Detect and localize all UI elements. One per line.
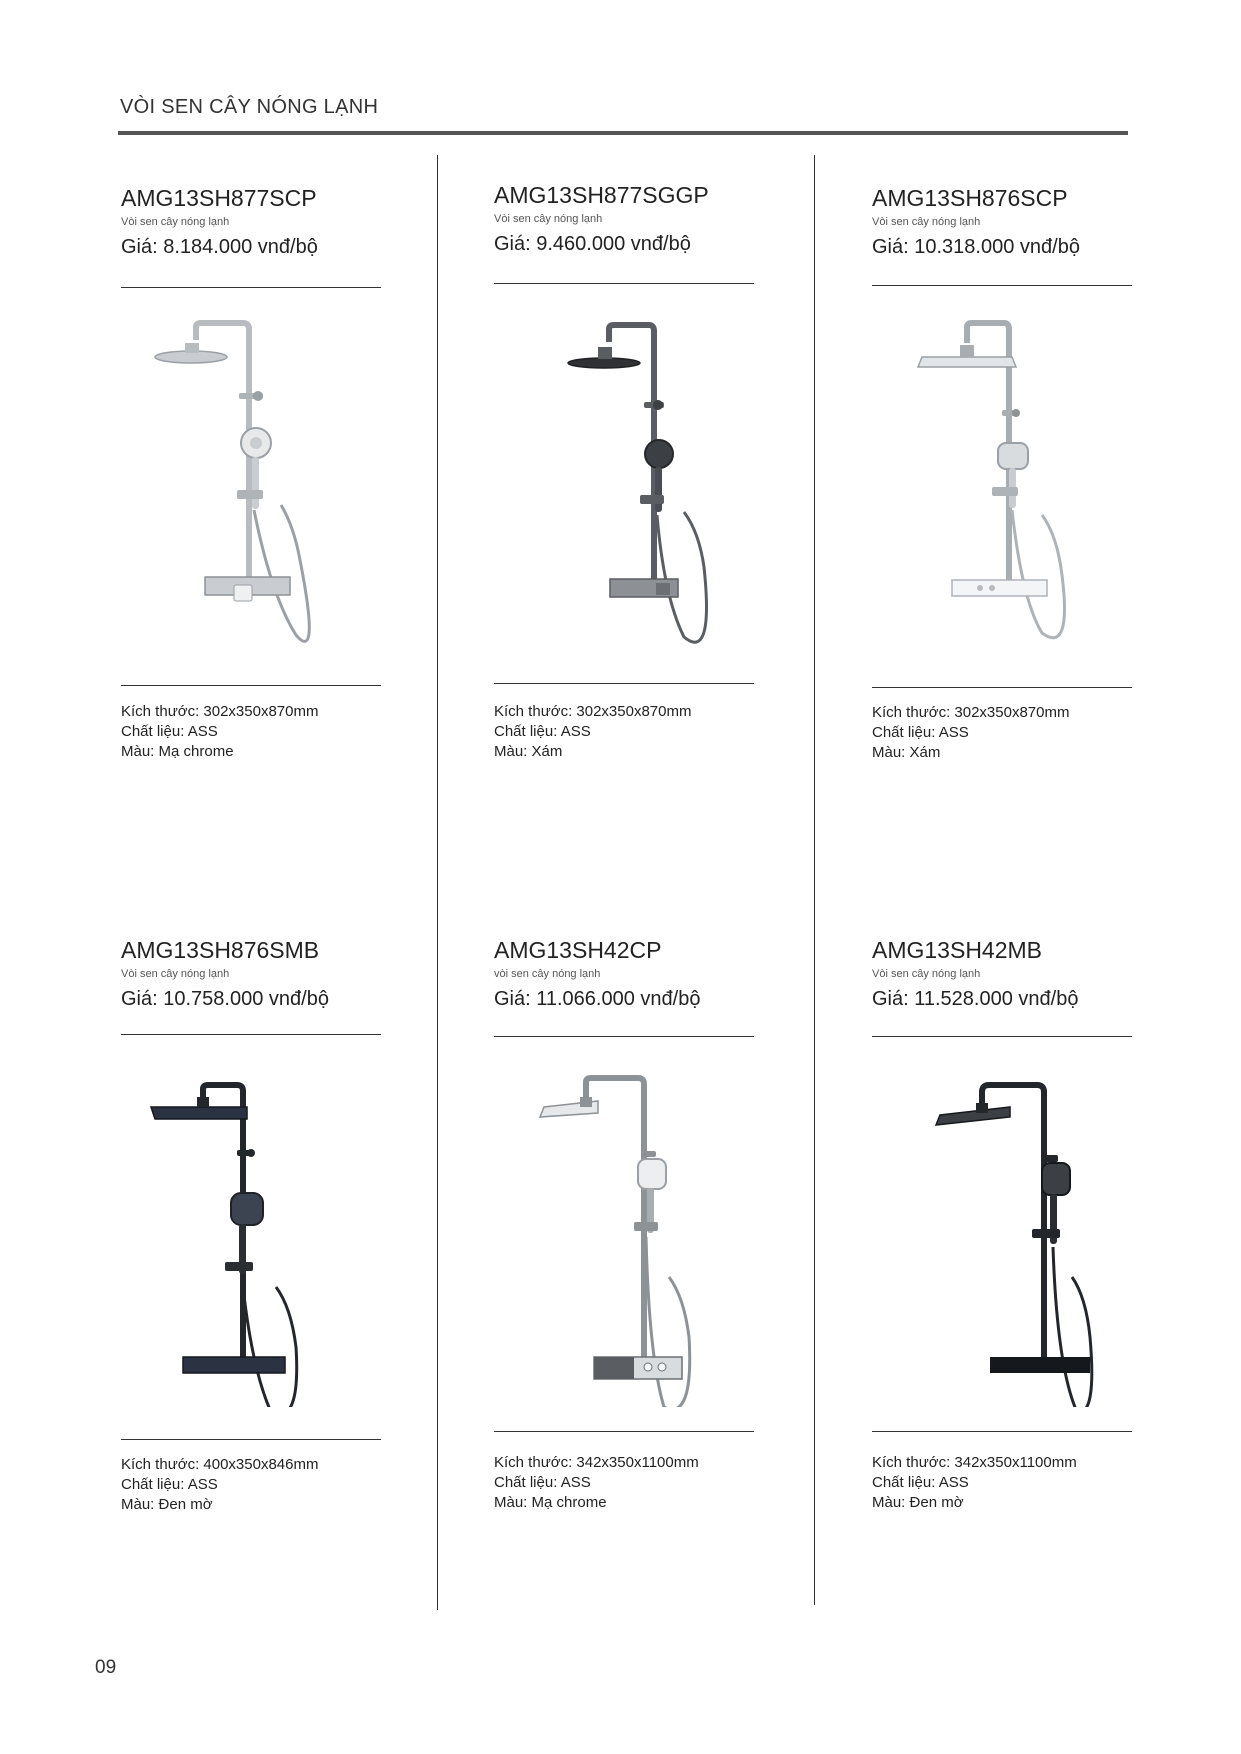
header-rule <box>118 131 1128 135</box>
product-material: Chất liệu: ASS <box>121 723 218 740</box>
product-material: Chất liệu: ASS <box>121 1476 218 1493</box>
product-subtitle: Vòi sen cây nóng lạnh <box>872 968 981 980</box>
product-subtitle: Vòi sen cây nóng lạnh <box>494 213 603 225</box>
product-price: Giá: 9.460.000 vnđ/bộ <box>494 233 691 255</box>
shower-column-icon <box>872 1067 1132 1407</box>
product-subtitle: Vòi sen cây nóng lạnh <box>872 216 981 228</box>
product-color: Màu: Xám <box>872 744 941 761</box>
image-rule <box>121 1439 381 1440</box>
image-rule <box>872 1431 1132 1432</box>
shower-column-icon <box>121 315 381 655</box>
product-subtitle: Vòi sen cây nóng lạnh <box>121 216 230 228</box>
product-price: Giá: 11.066.000 vnđ/bộ <box>494 988 701 1010</box>
product-size: Kích thước: 342x350x1100mm <box>872 1454 1077 1471</box>
column-divider-left <box>437 155 438 1610</box>
product-subtitle: vòi sen cây nóng lạnh <box>494 968 601 980</box>
product-color: Màu: Đen mờ <box>872 1494 964 1511</box>
product-card <box>121 185 381 760</box>
column-divider-right <box>814 155 815 1605</box>
shower-column-icon <box>494 1067 754 1407</box>
section-title: VÒI SEN CÂY NÓNG LẠNH <box>120 96 379 118</box>
product-price: Giá: 11.528.000 vnđ/bộ <box>872 988 1079 1010</box>
price-rule <box>121 1034 381 1035</box>
product-card <box>872 185 1132 761</box>
product-size: Kích thước: 302x350x870mm <box>121 703 319 720</box>
product-color: Màu: Xám <box>494 743 563 760</box>
product-specs <box>494 1453 699 1513</box>
price-rule <box>872 1036 1132 1037</box>
product-size: Kích thước: 302x350x870mm <box>872 704 1070 721</box>
product-color: Màu: Đen mờ <box>121 1496 213 1513</box>
product-size: Kích thước: 302x350x870mm <box>494 703 692 720</box>
product-specs <box>872 1453 1077 1513</box>
product-code: AMG13SH42CP <box>494 937 662 963</box>
product-specs <box>121 1455 318 1515</box>
product-specs <box>121 702 318 762</box>
shower-column-icon <box>121 1067 381 1407</box>
product-material: Chất liệu: ASS <box>494 723 591 740</box>
page-number: 09 <box>95 1657 117 1678</box>
price-rule <box>121 287 381 288</box>
product-size: Kích thước: 400x350x846mm <box>121 1456 319 1473</box>
price-rule <box>494 1036 754 1037</box>
product-specs <box>872 703 1069 763</box>
price-rule <box>494 283 754 284</box>
product-material: Chất liệu: ASS <box>494 1474 591 1491</box>
product-size: Kích thước: 342x350x1100mm <box>494 1454 699 1471</box>
product-code: AMG13SH877SCP <box>121 185 317 211</box>
product-material: Chất liệu: ASS <box>872 724 969 741</box>
product-code: AMG13SH876SCP <box>872 185 1068 211</box>
product-price: Giá: 8.184.000 vnđ/bộ <box>121 236 318 258</box>
product-specs <box>494 702 691 762</box>
shower-column-icon <box>494 317 754 657</box>
product-code: AMG13SH42MB <box>872 937 1043 963</box>
product-code: AMG13SH876SMB <box>121 937 320 963</box>
price-rule <box>872 285 1132 286</box>
product-material: Chất liệu: ASS <box>872 1474 969 1491</box>
image-rule <box>121 685 381 686</box>
product-subtitle: Vòi sen cây nóng lạnh <box>121 968 230 980</box>
image-rule <box>494 1431 754 1432</box>
product-card <box>494 182 754 760</box>
product-code: AMG13SH877SGGP <box>494 182 709 208</box>
image-rule <box>872 687 1132 688</box>
shower-column-icon <box>872 315 1132 655</box>
product-card <box>121 937 381 1513</box>
product-price: Giá: 10.758.000 vnđ/bộ <box>121 988 329 1010</box>
product-card <box>872 937 1132 1511</box>
product-card <box>494 937 754 1511</box>
product-color: Màu: Mạ chrome <box>494 1494 607 1511</box>
product-color: Màu: Mạ chrome <box>121 743 234 760</box>
product-price: Giá: 10.318.000 vnđ/bộ <box>872 236 1080 258</box>
image-rule <box>494 683 754 684</box>
